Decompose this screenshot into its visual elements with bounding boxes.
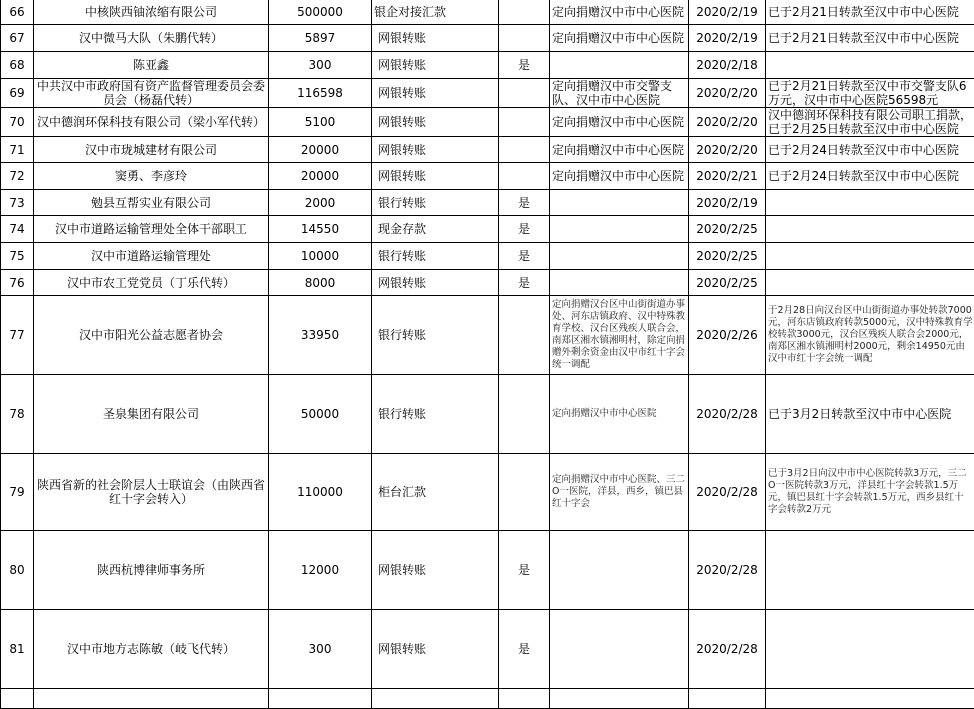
anonymous-flag[interactable] — [499, 296, 550, 375]
donation-date[interactable]: 2020/2/20 — [689, 108, 766, 137]
transfer-note[interactable]: 于2月28日向汉台区中山街街道办事处转款7000元，河东店镇政府转款5000元，汉中特殊教育学校转款3000元，汉台区残疾人联合会2000元，南郑区湘水镇湘明村2000元，剩余14950元由汉中市红十字会统一调配 — [766, 296, 974, 375]
anonymous-flag[interactable]: 是 — [499, 216, 550, 243]
donation-method[interactable]: 网银转账 — [372, 108, 499, 137]
row-index[interactable]: 77 — [1, 296, 34, 375]
anonymous-flag[interactable]: 是 — [499, 190, 550, 216]
donation-purpose[interactable]: 定向捐赠汉中市中心医院 — [550, 25, 689, 52]
donation-date[interactable]: 2020/2/21 — [689, 163, 766, 190]
row-index[interactable]: 79 — [1, 454, 34, 531]
donor-name[interactable]: 圣泉集团有限公司 — [34, 375, 269, 454]
donor-name[interactable]: 汉中市道路运输管理处 — [34, 243, 269, 270]
donation-purpose[interactable] — [550, 216, 689, 243]
anonymous-flag[interactable]: 是 — [499, 52, 550, 79]
donation-amount[interactable]: 500000 — [269, 0, 372, 25]
donation-method[interactable]: 网银转账 — [372, 531, 499, 610]
donation-date[interactable]: 2020/2/18 — [689, 52, 766, 79]
anonymous-flag[interactable] — [499, 137, 550, 163]
donation-method[interactable]: 现金存款 — [372, 216, 499, 243]
table-row — [1, 610, 974, 689]
table-row — [1, 296, 974, 375]
row-index[interactable]: 72 — [1, 163, 34, 190]
donor-name[interactable]: 陕西杭博律师事务所 — [34, 531, 269, 610]
donation-method[interactable]: 网银转账 — [372, 270, 499, 296]
row-index[interactable]: 67 — [1, 25, 34, 52]
donation-amount[interactable]: 10000 — [269, 243, 372, 270]
donor-name[interactable]: 汉中市道路运输管理处全体干部职工 — [34, 216, 269, 243]
anonymous-flag[interactable] — [499, 25, 550, 52]
donor-name[interactable]: 中核陕西铀浓缩有限公司 — [34, 0, 269, 25]
row-index[interactable]: 75 — [1, 243, 34, 270]
transfer-note[interactable]: 已于2月21日转款至汉中市交警支队6万元，汉中市中心医院56598元 — [766, 79, 974, 108]
donation-method[interactable]: 银行转账 — [372, 243, 499, 270]
donor-name[interactable]: 汉中市珑城建材有限公司 — [34, 137, 269, 163]
anonymous-flag[interactable] — [499, 108, 550, 137]
transfer-note[interactable] — [766, 531, 974, 610]
transfer-note[interactable] — [766, 190, 974, 216]
table-row — [1, 79, 974, 108]
donation-date[interactable]: 2020/2/28 — [689, 531, 766, 610]
transfer-note[interactable]: 已于3月2日向汉中市中心医院转款3万元，三二O一医院转款3万元，洋县红十字会转款1.5万元，镇巴县红十字会转款1.5万元，西乡县红十字会转款2万元 — [766, 454, 974, 531]
table-row — [1, 531, 974, 610]
donation-method[interactable]: 网银转账 — [372, 137, 499, 163]
anonymous-flag[interactable] — [499, 79, 550, 108]
donation-method[interactable]: 网银转账 — [372, 610, 499, 689]
table-row — [1, 216, 974, 243]
donation-date[interactable]: 2020/2/20 — [689, 79, 766, 108]
donation-date[interactable]: 2020/2/20 — [689, 137, 766, 163]
table-row — [1, 243, 974, 270]
donation-purpose[interactable]: 定向捐赠汉中市中心医院 — [550, 108, 689, 137]
donation-date[interactable]: 2020/2/25 — [689, 270, 766, 296]
table-row — [1, 190, 974, 216]
table-row — [1, 25, 974, 52]
donation-amount[interactable]: 300 — [269, 52, 372, 79]
donation-amount[interactable]: 5100 — [269, 108, 372, 137]
donation-purpose[interactable] — [550, 190, 689, 216]
table-row — [1, 454, 974, 531]
donation-method[interactable]: 网银转账 — [372, 163, 499, 190]
donation-amount[interactable]: 2000 — [269, 190, 372, 216]
table-row — [1, 137, 974, 163]
anonymous-flag[interactable] — [499, 454, 550, 531]
donation-method[interactable]: 网银转账 — [372, 25, 499, 52]
donor-name[interactable]: 汉中微马大队（朱鹏代转） — [34, 25, 269, 52]
transfer-note[interactable]: 已于3月2日转款至汉中市中心医院 — [766, 375, 974, 454]
row-index[interactable]: 78 — [1, 375, 34, 454]
donation-amount[interactable]: 14550 — [269, 216, 372, 243]
transfer-note[interactable]: 汉中德润环保科技有限公司职工捐款，已于2月25日转款至汉中市中心医院 — [766, 108, 974, 137]
donation-amount[interactable]: 8000 — [269, 270, 372, 296]
donation-purpose[interactable] — [550, 243, 689, 270]
donor-name[interactable]: 陕西省新的社会阶层人士联谊会（由陕西省红十字会转入） — [34, 454, 269, 531]
anonymous-flag[interactable]: 是 — [499, 270, 550, 296]
transfer-note[interactable]: 已于2月21日转款至汉中市中心医院 — [766, 0, 974, 25]
donation-amount[interactable]: 5897 — [269, 25, 372, 52]
donation-date[interactable]: 2020/2/26 — [689, 296, 766, 375]
donation-date[interactable]: 2020/2/25 — [689, 243, 766, 270]
transfer-note[interactable] — [766, 52, 974, 79]
donation-amount[interactable]: 300 — [269, 610, 372, 689]
donation-amount[interactable]: 50000 — [269, 375, 372, 454]
donation-amount[interactable]: 20000 — [269, 137, 372, 163]
transfer-note[interactable]: 已于2月24日转款至汉中市中心医院 — [766, 137, 974, 163]
donor-name[interactable]: 中共汉中市政府国有资产监督管理委员会委员会（杨磊代转） — [34, 79, 269, 108]
row-index[interactable]: 70 — [1, 108, 34, 137]
donation-method[interactable]: 银行转账 — [372, 375, 499, 454]
donation-date[interactable]: 2020/2/19 — [689, 190, 766, 216]
donation-date[interactable]: 2020/2/28 — [689, 375, 766, 454]
donation-date[interactable]: 2020/2/25 — [689, 216, 766, 243]
donation-method[interactable]: 银行转账 — [372, 190, 499, 216]
anonymous-flag[interactable]: 是 — [499, 610, 550, 689]
donor-name[interactable]: 汉中德润环保科技有限公司（梁小军代转） — [34, 108, 269, 137]
donation-method[interactable]: 柜台汇款 — [372, 454, 499, 531]
table-row — [1, 52, 974, 79]
donation-date[interactable]: 2020/2/28 — [689, 610, 766, 689]
table-row — [1, 163, 974, 190]
table-row — [1, 0, 974, 25]
donation-amount[interactable]: 33950 — [269, 296, 372, 375]
anonymous-flag[interactable] — [499, 163, 550, 190]
donation-purpose[interactable] — [550, 270, 689, 296]
donation-purpose[interactable]: 定向捐赠汉中市交警支队、汉中市中心医院 — [550, 79, 689, 108]
donation-date[interactable]: 2020/2/19 — [689, 0, 766, 25]
anonymous-flag[interactable]: 是 — [499, 531, 550, 610]
row-index[interactable]: 76 — [1, 270, 34, 296]
row-index[interactable]: 69 — [1, 79, 34, 108]
donation-purpose[interactable]: 定向捐赠汉台区中山街街道办事处、河东店镇政府、汉中特殊教育学校、汉台区残疾人联合会，南郑区湘水镇湘明村，除定向捐赠外剩余资金由汉中市红十字会统一调配 — [550, 296, 689, 375]
anonymous-flag[interactable] — [499, 375, 550, 454]
row-index[interactable]: 68 — [1, 52, 34, 79]
donation-purpose[interactable]: 定向捐赠汉中市中心医院 — [550, 163, 689, 190]
row-index[interactable]: 66 — [1, 0, 34, 25]
donation-purpose[interactable]: 定向捐赠汉中市中心医院 — [550, 375, 689, 454]
row-index[interactable]: 73 — [1, 190, 34, 216]
donor-name[interactable]: 汉中市地方志陈敏（岐飞代转） — [34, 610, 269, 689]
donation-purpose[interactable]: 定向捐赠汉中市中心医院 — [550, 137, 689, 163]
donor-name[interactable]: 窦勇、李彦玲 — [34, 163, 269, 190]
donation-purpose[interactable] — [550, 52, 689, 79]
donation-method[interactable]: 网银转账 — [372, 79, 499, 108]
donation-amount[interactable]: 12000 — [269, 531, 372, 610]
donor-name[interactable]: 勉县互帮实业有限公司 — [34, 190, 269, 216]
transfer-note[interactable] — [766, 610, 974, 689]
donor-name[interactable]: 汉中市农工党党员（丁乐代转） — [34, 270, 269, 296]
donation-purpose[interactable] — [550, 531, 689, 610]
table-row — [1, 108, 974, 137]
donation-amount[interactable]: 116598 — [269, 79, 372, 108]
donation-date[interactable]: 2020/2/19 — [689, 25, 766, 52]
donation-method[interactable]: 银行转账 — [372, 296, 499, 375]
transfer-note[interactable] — [766, 216, 974, 243]
transfer-note[interactable]: 已于2月21日转款至汉中市中心医院 — [766, 25, 974, 52]
donation-amount[interactable]: 20000 — [269, 163, 372, 190]
table-row — [1, 375, 974, 454]
donation-method[interactable]: 网银转账 — [372, 52, 499, 79]
row-index[interactable]: 71 — [1, 137, 34, 163]
donation-purpose[interactable]: 定向捐赠汉中市中心医院 — [550, 0, 689, 25]
anonymous-flag[interactable]: 是 — [499, 243, 550, 270]
donation-date[interactable]: 2020/2/28 — [689, 454, 766, 531]
donation-amount[interactable]: 110000 — [269, 454, 372, 531]
donation-purpose[interactable]: 定向捐赠汉中市中心医院、三二O一医院，洋县，西乡，镇巴县红十字会 — [550, 454, 689, 531]
transfer-note[interactable] — [766, 270, 974, 296]
row-index[interactable]: 74 — [1, 216, 34, 243]
transfer-note[interactable]: 已于2月24日转款至汉中市中心医院 — [766, 163, 974, 190]
donor-name[interactable]: 陈亚鑫 — [34, 52, 269, 79]
donor-name[interactable]: 汉中市阳光公益志愿者协会 — [34, 296, 269, 375]
donation-method[interactable]: 银企对接汇款 — [372, 0, 499, 25]
row-index[interactable]: 81 — [1, 610, 34, 689]
table-row — [1, 270, 974, 296]
donation-purpose[interactable] — [550, 610, 689, 689]
anonymous-flag[interactable] — [499, 0, 550, 25]
row-index[interactable]: 80 — [1, 531, 34, 610]
transfer-note[interactable] — [766, 243, 974, 270]
